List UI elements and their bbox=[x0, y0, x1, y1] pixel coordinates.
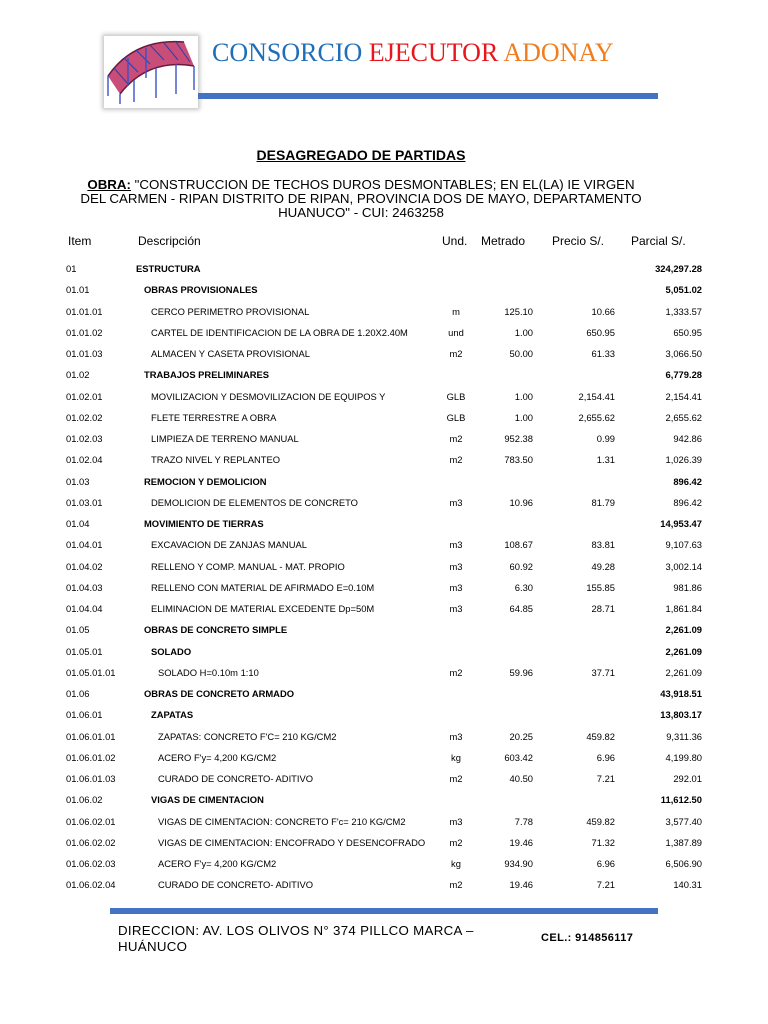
cell-metrado: 64.85 bbox=[509, 603, 533, 614]
cell-unit: m2 bbox=[449, 454, 463, 466]
cell-parcial: 2,261.09 bbox=[665, 645, 702, 657]
cell-item: 01.04.01 bbox=[66, 539, 103, 551]
column-header-parcial: Parcial S/. bbox=[631, 234, 686, 248]
cell-item: 01.06.01.02 bbox=[66, 751, 116, 763]
obra-text: "CONSTRUCCION DE TECHOS DUROS DESMONTABLES; EN EL(LA) IE VIRGEN DEL CARMEN - RIPAN DISTRITO DE RIPAN, PROVINCIA DOS DE MAYO, DEPARTAMENTO HUANUCO" - CUI: 2463258 bbox=[80, 177, 642, 220]
cell-parcial: 5,051.02 bbox=[665, 284, 702, 296]
cell-unit: m2 bbox=[449, 666, 463, 678]
table-row bbox=[0, 578, 768, 599]
cell-unit: m2 bbox=[449, 348, 463, 359]
cell-precio: 71.32 bbox=[591, 836, 615, 848]
table-row bbox=[0, 557, 768, 578]
cell-parcial: 292.01 bbox=[673, 773, 702, 784]
obra-label: OBRA: bbox=[87, 177, 131, 192]
cell-description: RELLENO Y COMP. MANUAL - MAT. PROPIO bbox=[151, 560, 345, 572]
cell-description: OBRAS PROVISIONALES bbox=[144, 284, 258, 296]
table-row bbox=[0, 705, 768, 726]
cell-precio: 0.99 bbox=[596, 433, 615, 444]
cell-parcial: 9,311.36 bbox=[666, 730, 702, 742]
table-row bbox=[0, 472, 768, 493]
footer-divider bbox=[110, 908, 658, 914]
cell-precio: 83.81 bbox=[591, 539, 615, 551]
cell-metrado: 934.90 bbox=[504, 858, 533, 869]
cell-unit: m2 bbox=[449, 773, 463, 784]
cell-description: VIGAS DE CIMENTACION bbox=[151, 794, 264, 806]
cell-description: ELIMINACION DE MATERIAL EXCEDENTE Dp=50M bbox=[151, 603, 375, 614]
cell-item: 01.01.02 bbox=[66, 326, 103, 338]
cell-item: 01.04.04 bbox=[66, 603, 103, 614]
cell-precio: 10.66 bbox=[591, 305, 615, 317]
cell-item: 01.06.02.03 bbox=[66, 858, 116, 869]
document-title: DESAGREGADO DE PARTIDAS bbox=[256, 147, 466, 163]
cell-metrado: 19.46 bbox=[509, 836, 533, 848]
cell-metrado: 1.00 bbox=[514, 390, 533, 402]
cell-item: 01.06.02 bbox=[66, 794, 103, 806]
cell-unit: m3 bbox=[449, 730, 463, 742]
cell-item: 01.06.02.02 bbox=[66, 836, 116, 848]
table-row bbox=[0, 875, 768, 896]
cell-parcial: 4,199.80 bbox=[665, 751, 702, 763]
cell-unit: m3 bbox=[449, 581, 463, 593]
cell-description: VIGAS DE CIMENTACION: ENCOFRADO Y DESENCOFRADO bbox=[158, 836, 426, 848]
cell-parcial: 9,107.63 bbox=[665, 539, 702, 551]
cell-unit: m3 bbox=[449, 815, 463, 827]
cell-parcial: 324,297.28 bbox=[655, 263, 702, 274]
cell-parcial: 43,918.51 bbox=[660, 688, 702, 699]
cell-description: CURADO DE CONCRETO- ADITIVO bbox=[158, 773, 314, 784]
cell-precio: 459.82 bbox=[586, 730, 615, 742]
cell-precio: 2,154.41 bbox=[578, 390, 615, 402]
cell-unit: GLB bbox=[446, 411, 466, 423]
cell-precio: 61.33 bbox=[591, 348, 615, 359]
cell-item: 01.03.01 bbox=[66, 496, 103, 508]
column-header-item: Item bbox=[68, 234, 92, 248]
cell-description: SOLADO bbox=[151, 645, 192, 657]
table-row bbox=[0, 323, 768, 344]
cell-parcial: 6,506.90 bbox=[665, 858, 702, 869]
cell-parcial: 3,066.50 bbox=[665, 348, 702, 359]
cell-parcial: 1,026.39 bbox=[665, 454, 702, 466]
cell-parcial: 6,779.28 bbox=[665, 369, 702, 381]
cell-item: 01.02.01 bbox=[66, 390, 103, 402]
brand-word-consorcio: CONSORCIO bbox=[212, 38, 363, 67]
table-row bbox=[0, 684, 768, 705]
cell-description: VIGAS DE CIMENTACION: CONCRETO F'c= 210 KG/CM2 bbox=[158, 815, 406, 827]
cell-description: MOVILIZACION Y DESMOVILIZACION DE EQUIPOS Y bbox=[151, 390, 386, 402]
cell-parcial: 140.31 bbox=[673, 879, 702, 891]
cell-precio: 37.71 bbox=[591, 666, 615, 678]
brand-word-ejecutor: EJECUTOR bbox=[368, 38, 499, 67]
cell-unit: GLB bbox=[446, 390, 466, 402]
cell-description: RELLENO CON MATERIAL DE AFIRMADO E=0.10M bbox=[151, 581, 375, 593]
cell-item: 01.06 bbox=[66, 688, 90, 699]
cell-item: 01.02.03 bbox=[66, 433, 103, 444]
cell-item: 01.06.01.03 bbox=[66, 773, 116, 784]
cell-metrado: 50.00 bbox=[509, 348, 533, 359]
cell-precio: 155.85 bbox=[586, 581, 615, 593]
cell-precio: 650.95 bbox=[586, 326, 615, 338]
cell-unit: m3 bbox=[449, 603, 463, 614]
cell-description: FLETE TERRESTRE A OBRA bbox=[151, 411, 277, 423]
cell-metrado: 19.46 bbox=[509, 879, 533, 891]
table-row bbox=[0, 790, 768, 811]
column-header-descripcion: Descripción bbox=[138, 234, 201, 248]
cell-item: 01.04.02 bbox=[66, 560, 103, 572]
cell-item: 01.01 bbox=[66, 284, 90, 296]
cell-description: ZAPATAS bbox=[151, 709, 194, 721]
company-logo bbox=[104, 36, 198, 108]
cell-metrado: 1.00 bbox=[514, 411, 533, 423]
cell-parcial: 650.95 bbox=[673, 326, 702, 338]
cell-metrado: 7.78 bbox=[514, 815, 533, 827]
cell-parcial: 2,261.09 bbox=[665, 624, 702, 636]
header-divider bbox=[198, 93, 658, 99]
cell-parcial: 2,261.09 bbox=[665, 666, 702, 678]
cell-description: ZAPATAS: CONCRETO F'C= 210 KG/CM2 bbox=[158, 730, 337, 742]
cell-description: CERCO PERIMETRO PROVISIONAL bbox=[151, 305, 310, 317]
cell-parcial: 13,803.17 bbox=[660, 709, 702, 721]
table-row bbox=[0, 748, 768, 769]
cell-metrado: 108.67 bbox=[504, 539, 533, 551]
cell-item: 01.01.01 bbox=[66, 305, 103, 317]
cell-item: 01.05.01 bbox=[66, 645, 103, 657]
cell-description: LIMPIEZA DE TERRENO MANUAL bbox=[151, 433, 299, 444]
table-row bbox=[0, 535, 768, 556]
footer-phone: CEL.: 914856117 bbox=[541, 932, 634, 944]
cell-item: 01.05 bbox=[66, 624, 90, 636]
cell-unit: m2 bbox=[449, 879, 463, 891]
obra-description bbox=[80, 178, 642, 220]
cell-parcial: 3,002.14 bbox=[665, 560, 702, 572]
table-row bbox=[0, 599, 768, 620]
cell-item: 01.04 bbox=[66, 518, 90, 529]
cell-parcial: 11,612.50 bbox=[660, 794, 702, 806]
table-row bbox=[0, 620, 768, 641]
table-row bbox=[0, 365, 768, 386]
column-header-metrado: Metrado bbox=[481, 234, 526, 248]
cell-parcial: 14,953.47 bbox=[660, 518, 702, 529]
company-name bbox=[212, 38, 614, 68]
table-row bbox=[0, 280, 768, 301]
table-row bbox=[0, 514, 768, 535]
cell-unit: m3 bbox=[449, 560, 463, 572]
table-row bbox=[0, 854, 768, 875]
cell-item: 01 bbox=[66, 263, 77, 274]
cell-precio: 81.79 bbox=[591, 496, 615, 508]
cell-metrado: 59.96 bbox=[509, 666, 533, 678]
cell-parcial: 2,655.62 bbox=[665, 411, 702, 423]
cell-item: 01.01.03 bbox=[66, 348, 103, 359]
cell-parcial: 896.42 bbox=[673, 475, 702, 487]
cell-item: 01.06.01.01 bbox=[66, 730, 116, 742]
cell-description: MOVIMIENTO DE TIERRAS bbox=[144, 518, 264, 529]
cell-description: CURADO DE CONCRETO- ADITIVO bbox=[158, 879, 314, 891]
cell-unit: m3 bbox=[449, 539, 463, 551]
cell-description: TRABAJOS PRELIMINARES bbox=[144, 369, 270, 381]
table-row bbox=[0, 833, 768, 854]
cell-item: 01.02.04 bbox=[66, 454, 103, 466]
cell-item: 01.02.02 bbox=[66, 411, 103, 423]
cell-precio: 7.21 bbox=[596, 879, 615, 891]
column-header-precio: Precio S/. bbox=[552, 234, 605, 248]
cell-description: OBRAS DE CONCRETO ARMADO bbox=[144, 688, 295, 699]
cell-description: CARTEL DE IDENTIFICACION DE LA OBRA DE 1.20X2.40M bbox=[151, 326, 408, 338]
cell-precio: 6.96 bbox=[596, 751, 615, 763]
cell-parcial: 3,577.40 bbox=[665, 815, 702, 827]
cell-metrado: 603.42 bbox=[504, 751, 533, 763]
cell-description: TRAZO NIVEL Y REPLANTEO bbox=[151, 454, 281, 466]
cell-unit: m2 bbox=[449, 433, 463, 444]
table-row bbox=[0, 642, 768, 663]
cell-parcial: 1,387.89 bbox=[665, 836, 702, 848]
table-row bbox=[0, 344, 768, 365]
cell-metrado: 783.50 bbox=[504, 454, 533, 466]
cell-parcial: 942.86 bbox=[673, 433, 702, 444]
cell-metrado: 952.38 bbox=[504, 433, 533, 444]
cell-unit: kg bbox=[451, 751, 461, 763]
table-row bbox=[0, 812, 768, 833]
steel-roof-structure-icon bbox=[104, 36, 198, 108]
cell-precio: 459.82 bbox=[586, 815, 615, 827]
brand-word-adonay: ADONAY bbox=[503, 38, 614, 67]
cell-metrado: 6.30 bbox=[514, 581, 533, 593]
cell-item: 01.06.01 bbox=[66, 709, 103, 721]
cell-metrado: 1.00 bbox=[514, 326, 533, 338]
cell-precio: 1.31 bbox=[596, 454, 615, 466]
cell-item: 01.04.03 bbox=[66, 581, 103, 593]
table-row bbox=[0, 302, 768, 323]
cell-description: DEMOLICION DE ELEMENTOS DE CONCRETO bbox=[151, 496, 358, 508]
table-row bbox=[0, 450, 768, 471]
cell-description: ACERO F'y= 4,200 KG/CM2 bbox=[158, 858, 277, 869]
cell-parcial: 896.42 bbox=[673, 496, 702, 508]
footer-address: DIRECCION: AV. LOS OLIVOS N° 374 PILLCO MARCA – HUÁNUCO bbox=[118, 923, 474, 954]
cell-unit: kg bbox=[451, 858, 461, 869]
cell-description: REMOCION Y DEMOLICION bbox=[144, 475, 267, 487]
cell-description: ESTRUCTURA bbox=[136, 263, 201, 274]
cell-description: ACERO F'y= 4,200 KG/CM2 bbox=[158, 751, 277, 763]
cell-unit: m2 bbox=[449, 836, 463, 848]
cell-metrado: 10.96 bbox=[509, 496, 533, 508]
table-row bbox=[0, 408, 768, 429]
cell-precio: 28.71 bbox=[591, 603, 615, 614]
table-row bbox=[0, 493, 768, 514]
cell-description: OBRAS DE CONCRETO SIMPLE bbox=[144, 624, 288, 636]
cell-item: 01.06.02.04 bbox=[66, 879, 116, 891]
cell-precio: 2,655.62 bbox=[578, 411, 615, 423]
cell-item: 01.02 bbox=[66, 369, 90, 381]
cell-description: ALMACEN Y CASETA PROVISIONAL bbox=[151, 348, 310, 359]
table-row bbox=[0, 387, 768, 408]
table-row bbox=[0, 727, 768, 748]
cell-item: 01.06.02.01 bbox=[66, 815, 116, 827]
cell-item: 01.03 bbox=[66, 475, 90, 487]
cell-metrado: 40.50 bbox=[509, 773, 533, 784]
table-row bbox=[0, 769, 768, 790]
cell-metrado: 20.25 bbox=[509, 730, 533, 742]
cell-description: SOLADO H=0.10m 1:10 bbox=[158, 666, 259, 678]
cell-metrado: 125.10 bbox=[504, 305, 533, 317]
cell-unit: und bbox=[448, 326, 464, 338]
table-row bbox=[0, 429, 768, 450]
table-row bbox=[0, 663, 768, 684]
cell-item: 01.05.01.01 bbox=[66, 666, 116, 678]
cell-description: EXCAVACION DE ZANJAS MANUAL bbox=[151, 539, 307, 551]
table-row bbox=[0, 259, 768, 280]
cell-precio: 6.96 bbox=[596, 858, 615, 869]
cell-metrado: 60.92 bbox=[509, 560, 533, 572]
cell-unit: m3 bbox=[449, 496, 463, 508]
cell-parcial: 1,333.57 bbox=[665, 305, 702, 317]
cell-parcial: 2,154.41 bbox=[665, 390, 702, 402]
cell-precio: 7.21 bbox=[596, 773, 615, 784]
cell-parcial: 1,861.84 bbox=[665, 603, 702, 614]
cell-unit: m bbox=[452, 305, 460, 317]
cell-parcial: 981.86 bbox=[673, 581, 702, 593]
column-header-und: Und. bbox=[442, 234, 468, 248]
cell-precio: 49.28 bbox=[591, 560, 615, 572]
